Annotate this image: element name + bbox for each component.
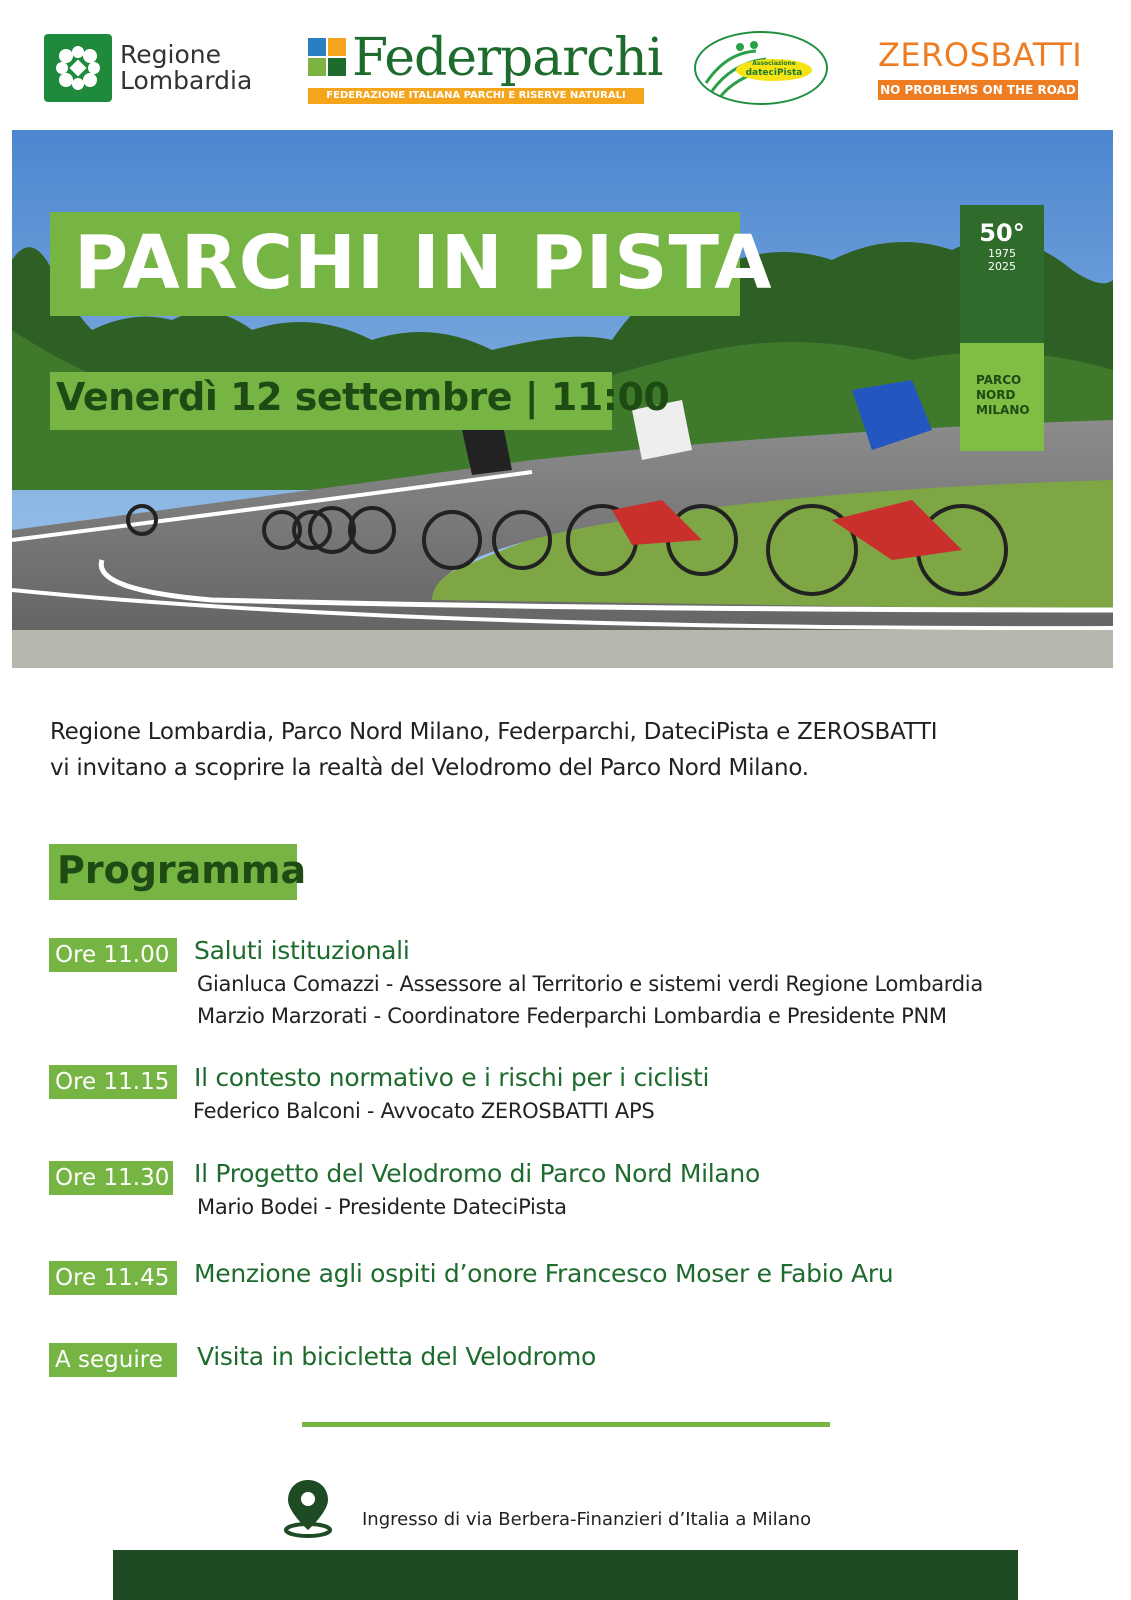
regione-lombardia-line2: Lombardia (120, 66, 253, 95)
program-time-badge: Ore 11.15 (49, 1065, 177, 1099)
federparchi-name: Federparchi (352, 28, 663, 88)
program-time-badge: A seguire (49, 1343, 177, 1377)
zerosbatti-name: ZEROSBATTI (878, 36, 1083, 74)
program-heading: Programma (57, 848, 307, 892)
event-date-box (50, 372, 670, 430)
anniversary-year-start: 1975 (988, 247, 1016, 260)
program-item-title: Il Progetto del Velodromo di Parco Nord Milano (194, 1159, 760, 1188)
program-speaker: Federico Balconi - Avvocato ZEROSBATTI APS (193, 1099, 655, 1123)
program-speaker: Marzio Marzorati - Coordinatore Federparchi Lombardia e Presidente PNM (197, 1004, 947, 1028)
program-time-badge: Ore 11.45 (49, 1261, 177, 1295)
footer-bar (113, 1550, 1018, 1600)
program-item-title: Il contesto normativo e i rischi per i ciclisti (194, 1063, 710, 1092)
program-heading-box (49, 844, 307, 900)
program-time-badge: Ore 11.00 (49, 938, 177, 972)
parco-nord-anniversary-badge (960, 205, 1044, 451)
program-item-title: Visita in bicicletta del Velodromo (197, 1342, 596, 1371)
zerosbatti-subtitle: NO PROBLEMS ON THE ROAD (878, 80, 1078, 100)
intro-paragraph (50, 714, 1090, 786)
section-divider (302, 1422, 830, 1427)
anniversary-year-end: 2025 (988, 260, 1016, 273)
event-date: Venerdì 12 settembre | 11:00 (56, 375, 670, 419)
program-item-title: Menzione agli ospiti d’onore Francesco Moser e Fabio Aru (194, 1259, 894, 1288)
zerosbatti-logo (878, 36, 1083, 100)
program-speaker: Mario Bodei - Presidente DateciPista (197, 1195, 567, 1219)
location-address: Ingresso di via Berbera-Finanzieri d’Italia a Milano (362, 1509, 812, 1530)
intro-line1: Regione Lombardia, Parco Nord Milano, Federparchi, DateciPista e ZEROSBATTI (50, 719, 938, 745)
rose-camuna-icon (44, 34, 112, 102)
badge-line-milano: MILANO (976, 403, 1030, 417)
datecipista-logo (694, 31, 828, 105)
datecipista-line2: dateciPista (745, 68, 803, 78)
event-title-box (50, 212, 773, 316)
event-title: PARCHI IN PISTA (74, 220, 773, 306)
federparchi-logo (308, 28, 663, 104)
program-speaker: Gianluca Comazzi - Assessore al Territorio e sistemi verdi Regione Lombardia (197, 972, 983, 996)
regione-lombardia-logo (44, 34, 252, 102)
location-pin-icon (280, 1478, 336, 1538)
program-item-title: Saluti istituzionali (194, 936, 410, 965)
federparchi-subtitle: FEDERAZIONE ITALIANA PARCHI E RISERVE NATURALI (308, 88, 644, 104)
intro-line2: vi invitano a scoprire la realtà del Velodromo del Parco Nord Milano. (50, 755, 809, 781)
badge-line-parco: PARCO (976, 373, 1022, 387)
program-time-badge: Ore 11.30 (49, 1161, 173, 1195)
regione-lombardia-line1: Regione (120, 40, 221, 69)
logo-strip (0, 0, 1131, 130)
anniversary-number: 50° (979, 219, 1025, 247)
badge-line-nord: NORD (976, 388, 1016, 402)
federparchi-icon (308, 38, 346, 76)
datecipista-line1: Associazione (752, 60, 796, 67)
